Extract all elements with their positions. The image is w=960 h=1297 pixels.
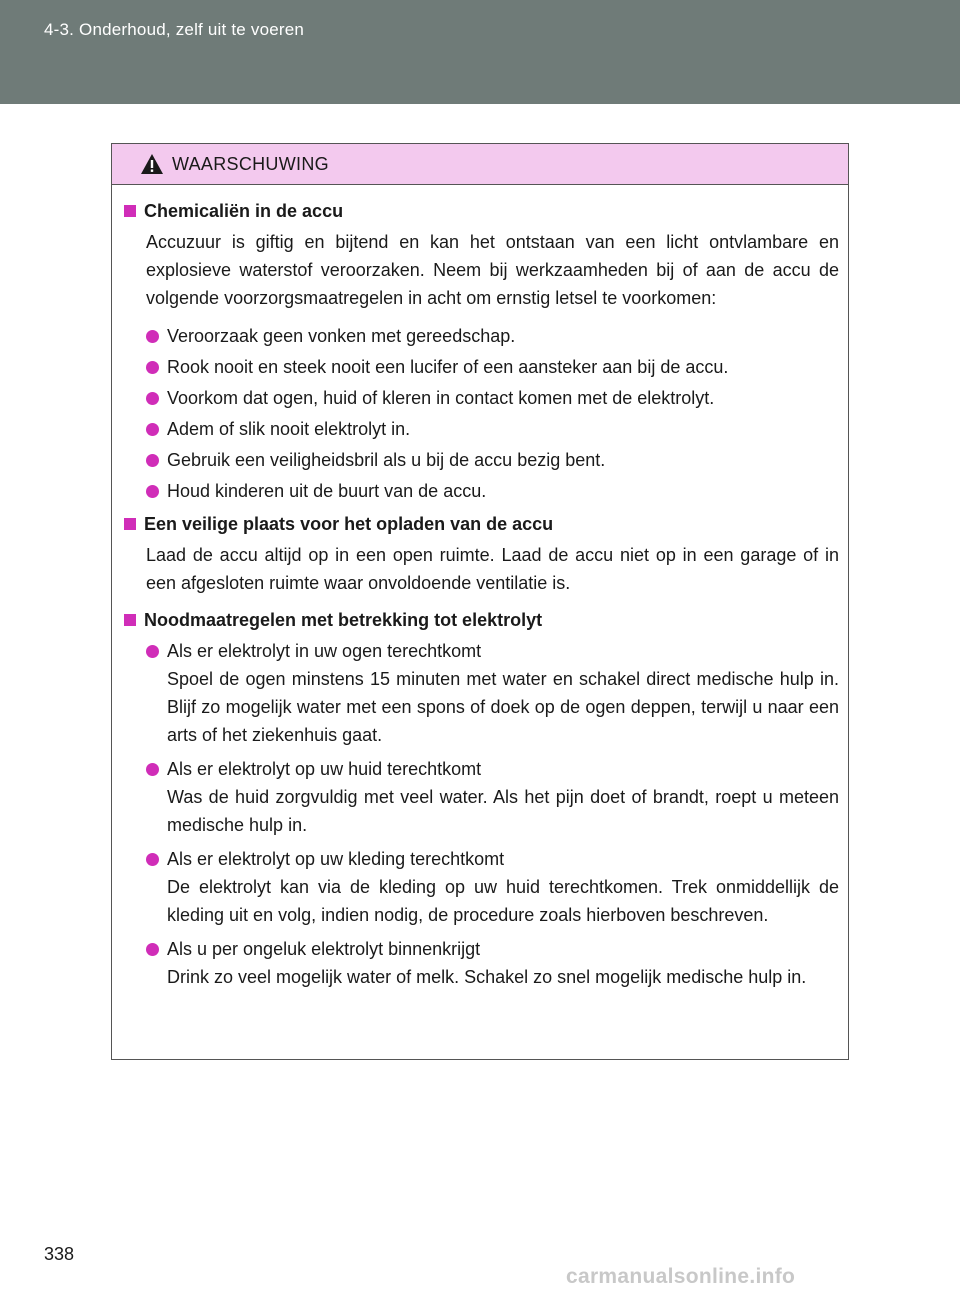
emergency-list [124, 637, 839, 991]
section-heading-emergency [124, 607, 839, 633]
section-paragraph: Laad de accu altijd op in een open ruimte. Laad de accu niet op in een garage of in een afgesloten ruimte waar onvoldoende ventilatie is. [146, 545, 839, 593]
list-item: Voorkom dat ogen, huid of kleren in contact komen met de elektrolyt. [146, 384, 839, 412]
item-text: De elektrolyt kan via de kleding op uw huid terechtkomen. Trek onmiddellijk de kleding uit en volg, indien nodig, de procedure zoals hierboven beschreven. [167, 877, 839, 925]
item-title: Als er elektrolyt op uw kleding terechtkomt [167, 849, 505, 869]
circle-bullet-icon [146, 454, 159, 467]
square-bullet-icon [124, 518, 136, 530]
circle-bullet-icon [146, 645, 159, 658]
warning-title: WAARSCHUWING [172, 153, 329, 174]
circle-bullet-icon [146, 943, 159, 956]
circle-bullet-icon [146, 485, 159, 498]
item-text: Spoel de ogen minstens 15 minuten met water en schakel direct medische hulp in. Blijf zo mogelijk water met een spons of doek op de ogen deppen, terwijl u naar een arts of het ziekenhuis gaat. [167, 669, 839, 745]
item-text: Drink zo veel mogelijk water of melk. Schakel zo snel mogelijk medische hulp in. [167, 967, 807, 987]
page-number: 338 [44, 1244, 75, 1264]
section-heading-text: Chemicaliën in de accu [144, 201, 344, 221]
section-heading-chemicals [124, 198, 839, 224]
list-item: Veroorzaak geen vonken met gereedschap. [146, 322, 839, 350]
list-item [146, 935, 839, 991]
warning-header [112, 144, 848, 185]
item-title: Als er elektrolyt in uw ogen terechtkomt [167, 641, 482, 661]
section-title: 4-3. Onderhoud, zelf uit te voeren [44, 20, 305, 39]
item-text: Was de huid zorgvuldig met veel water. Als het pijn doet of brandt, roept u meteen medische hulp in. [167, 787, 839, 835]
section-heading-text: Een veilige plaats voor het opladen van de accu [144, 514, 554, 534]
circle-bullet-icon [146, 763, 159, 776]
list-item: Adem of slik nooit elektrolyt in. [146, 415, 839, 443]
item-title: Als u per ongeluk elektrolyt binnenkrijgt [167, 939, 481, 959]
square-bullet-icon [124, 614, 136, 626]
warning-body [112, 185, 848, 991]
list-item: Gebruik een veiligheidsbril als u bij de accu bezig bent. [146, 446, 839, 474]
warning-triangle-icon [140, 153, 164, 175]
list-item [146, 845, 839, 929]
header-band [0, 0, 960, 104]
list-item: Rook nooit en steek nooit een lucifer of een aansteker aan bij de accu. [146, 353, 839, 381]
circle-bullet-icon [146, 392, 159, 405]
list-item: Houd kinderen uit de buurt van de accu. [146, 477, 839, 505]
section-heading-text: Noodmaatregelen met betrekking tot elektrolyt [144, 610, 543, 630]
list-item [146, 755, 839, 839]
circle-bullet-icon [146, 330, 159, 343]
list-item [146, 637, 839, 749]
circle-bullet-icon [146, 423, 159, 436]
section-heading-charging [124, 511, 839, 537]
warning-box [111, 143, 849, 1060]
circle-bullet-icon [146, 853, 159, 866]
circle-bullet-icon [146, 361, 159, 374]
section-paragraph: Accuzuur is giftig en bijtend en kan het ontstaan van een licht ontvlambare en explosieve waterstof veroorzaken. Neem bij werkzaamheden bij of aan de accu de volgende voorzorgsmaatregelen in acht om ernstig letsel te voorkomen: [146, 232, 839, 308]
watermark: carmanualsonline.info [566, 1265, 796, 1288]
item-title: Als er elektrolyt op uw huid terechtkomt [167, 759, 482, 779]
precaution-list [124, 322, 839, 505]
square-bullet-icon [124, 205, 136, 217]
